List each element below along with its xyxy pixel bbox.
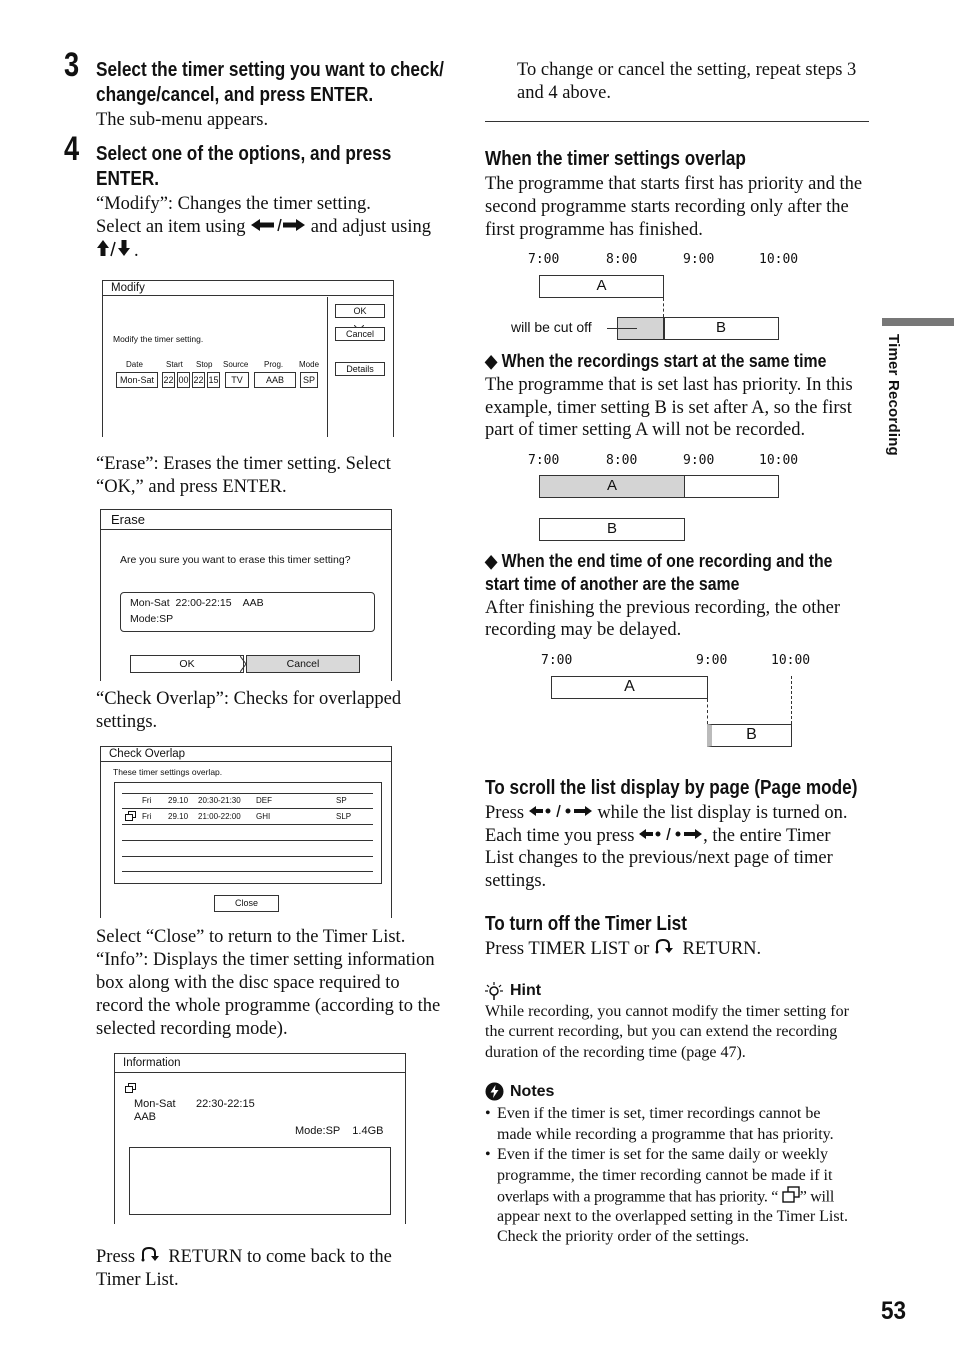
list-divider	[122, 856, 373, 857]
end-heading-line2: start time of another are the same	[485, 574, 740, 594]
end-body-line1: After finishing the previous recording, the other	[485, 598, 840, 618]
note1-line1: Even if the timer is set, timer recordings cannot be	[497, 1105, 821, 1122]
header-mode: Mode	[299, 360, 320, 369]
select-pre-text: Select an item using	[96, 217, 246, 237]
hint-body-line1: While recording, you cannot modify the timer setting for	[485, 1003, 849, 1020]
header-prog: Prog.	[264, 360, 284, 369]
notes-label: Notes	[510, 1083, 555, 1100]
erase-text-line1: “Erase”: Erases the timer setting. Select	[96, 454, 391, 474]
list-divider	[122, 808, 373, 809]
dashed-guide	[791, 676, 792, 724]
date-field[interactable]: Mon-Sat	[116, 372, 158, 388]
ok-button[interactable]: OK	[335, 304, 385, 318]
overlap-text-line2: settings.	[96, 712, 158, 732]
side-tab-label: Timer Recording	[885, 334, 902, 456]
overlap-body-line1: The programme that starts first has priority and the	[485, 174, 863, 194]
scroll-line3: List changes to the previous/next page of timer	[485, 848, 833, 868]
row-date: 29.10	[168, 812, 189, 821]
modify-dialog-desc: Modify the timer setting.	[113, 334, 204, 344]
side-tab-label-wrap	[880, 334, 900, 464]
scroll-line4: settings.	[485, 871, 547, 891]
erase-dialog	[100, 509, 392, 681]
list-divider	[122, 840, 373, 841]
timeline-bar-b: B	[663, 317, 779, 340]
info-prog: AAB	[134, 1111, 157, 1123]
scroll-l2-pre: Each time you press	[485, 826, 635, 846]
row-time: 20:30-21:30	[198, 796, 241, 805]
select-end-text: .	[134, 240, 139, 261]
same-start-body-line2: example, timer setting B is set after A, so the first	[485, 398, 852, 418]
close-text-line3: box along with the disc space required to	[96, 973, 400, 993]
info-day: Mon-Sat	[134, 1098, 176, 1110]
step-3-heading-line2: change/cancel, and press ENTER.	[96, 84, 374, 106]
tick-label: 8:00	[606, 252, 638, 267]
information-dialog	[114, 1053, 406, 1224]
list-divider	[122, 824, 373, 825]
table-row[interactable]	[115, 796, 381, 806]
tick-label: 10:00	[771, 653, 811, 668]
note2-line1: Even if the timer is set for the same daily or weekly	[497, 1146, 829, 1163]
check-overlap-title: Check Overlap	[101, 747, 391, 762]
same-start-body-line3: part of timer setting A will not be recorded.	[485, 420, 806, 440]
overlap-icon	[125, 811, 136, 823]
overlap-text-line1: “Check Overlap”: Checks for overlapped	[96, 689, 402, 709]
cancel-button[interactable]: Cancel	[335, 327, 385, 341]
change-text-line2: and 4 above.	[517, 83, 612, 103]
note2-line5: Check the priority order of the settings.	[497, 1228, 749, 1245]
row-day: Fri	[142, 812, 152, 821]
erase-dialog-title: Erase	[101, 510, 391, 530]
overlap-icon	[782, 1186, 800, 1210]
check-overlap-dialog	[100, 746, 392, 918]
section-divider	[485, 121, 869, 122]
source-field[interactable]: TV	[225, 372, 249, 388]
erase-info-box	[120, 592, 375, 632]
cut-off-label: will be cut off	[511, 319, 592, 335]
header-start: Start	[166, 360, 183, 369]
return-icon	[654, 938, 678, 961]
erase-text-line2: “OK,” and press ENTER.	[96, 477, 287, 497]
tick-label: 7:00	[528, 252, 560, 267]
row-prog: DEF	[256, 796, 272, 805]
note2-line2: programme, the timer recording cannot be made if it	[497, 1167, 833, 1184]
turnoff-pre: Press TIMER LIST or	[485, 939, 650, 959]
overlap-body-line3: first programme has finished.	[485, 220, 703, 240]
info-time: 22:30-22:15	[196, 1098, 255, 1110]
erase-cancel-button[interactable]: Cancel	[246, 655, 360, 673]
hint-body-line2: the current recording, but you can extend the recording	[485, 1023, 838, 1040]
timeline-bar-b: B	[539, 518, 685, 541]
tick-label: 10:00	[759, 453, 799, 468]
end-heading-line1: ◆ When the end time of one recording and the	[485, 551, 833, 571]
close-text-line1: Select “Close” to return to the Timer List.	[96, 927, 406, 947]
overlap-list	[114, 782, 382, 884]
modify-description: “Modify”: Changes the timer setting.	[96, 194, 371, 214]
note-bullet: •	[485, 1146, 491, 1163]
header-stop: Stop	[196, 360, 213, 369]
erase-info-line1: Mon-Sat 22:00-22:15 AAB	[130, 597, 264, 609]
list-divider	[122, 871, 373, 872]
row-day: Fri	[142, 796, 152, 805]
list-divider	[122, 793, 373, 794]
tick-label: 10:00	[759, 252, 799, 267]
close-text-line5: selected recording mode).	[96, 1019, 288, 1039]
step-3-number: 3	[64, 46, 80, 84]
erase-question: Are you sure you want to erase this timer setting?	[120, 554, 351, 566]
return-post-text: RETURN to come back to the	[168, 1247, 392, 1267]
turnoff-heading: To turn off the Timer List	[485, 913, 687, 935]
row-time: 21:00-22:00	[198, 812, 241, 821]
select-item-line	[96, 216, 431, 239]
timeline-bar-a-rest	[684, 475, 779, 498]
same-start-heading: ◆ When the recordings start at the same time	[485, 351, 827, 371]
note2-l3-post: ” will	[799, 1188, 834, 1206]
notes-icon	[485, 1082, 504, 1106]
tick-label: 9:00	[696, 653, 728, 668]
overlap-heading: When the timer settings overlap	[485, 148, 746, 170]
info-mode-size: Mode:SP 1.4GB	[295, 1125, 384, 1137]
information-title: Information	[115, 1054, 405, 1073]
table-row[interactable]	[115, 812, 381, 822]
side-tab-bar	[882, 318, 954, 326]
row-mode: SP	[336, 796, 347, 805]
tick-label: 9:00	[683, 252, 715, 267]
end-body-line2: recording may be delayed.	[485, 620, 682, 640]
page-number: 53	[881, 1297, 907, 1325]
check-overlap-desc: These timer settings overlap.	[113, 767, 223, 777]
return-icon	[140, 1246, 164, 1269]
scroll-line1	[485, 802, 848, 825]
close-text-line4: record the whole programme (according to the	[96, 996, 441, 1016]
note2-line4: appear next to the overlapped setting in the Timer List.	[497, 1208, 849, 1225]
prev-next-page-icon	[639, 825, 703, 848]
same-start-body-line1: The programme that is set last has priority. In this	[485, 375, 853, 395]
prev-next-page-icon	[529, 802, 593, 825]
step-3-text: The sub-menu appears.	[96, 110, 269, 130]
row-prog: GHI	[256, 812, 271, 821]
step-4-heading-line1: Select one of the options, and press	[96, 143, 392, 165]
timeline-bar-a: A	[539, 475, 685, 498]
header-source: Source	[223, 360, 249, 369]
modify-dialog-divider	[327, 297, 328, 437]
tick-label: 9:00	[683, 453, 715, 468]
stop-hour-field[interactable]: 22	[192, 372, 205, 388]
note2-l3-pre: overlaps with a programme that has priority. “	[497, 1188, 779, 1206]
scroll-line2	[485, 825, 831, 848]
modify-dialog	[102, 280, 394, 437]
close-button[interactable]: Close	[214, 895, 279, 912]
note-bullet: •	[485, 1105, 491, 1122]
turnoff-post: RETURN.	[682, 939, 762, 959]
note2-line3	[497, 1186, 834, 1210]
up-down-arrow-icon	[96, 239, 134, 264]
header-date: Date	[126, 360, 143, 369]
cut-off-pointer	[607, 328, 637, 329]
start-minute-field[interactable]: 00	[177, 372, 190, 388]
hint-body-line3: duration of the recording time (page 47).	[485, 1044, 746, 1061]
dashed-guide	[707, 699, 708, 724]
timeline-bar-a: A	[551, 676, 708, 699]
return-pre-text: Press	[96, 1247, 136, 1267]
turnoff-line	[485, 938, 761, 961]
row-mode: SLP	[336, 812, 352, 821]
info-content-box	[129, 1147, 391, 1215]
left-right-arrow-icon	[250, 216, 306, 239]
scroll-heading: To scroll the list display by page (Page mode)	[485, 777, 858, 799]
tick-label: 7:00	[541, 653, 573, 668]
start-hour-field[interactable]: 22	[162, 372, 175, 388]
step-4-heading-line2: ENTER.	[96, 168, 160, 190]
erase-ok-button[interactable]: OK	[130, 655, 244, 673]
overlap-body-line2: second programme starts recording only after the	[485, 197, 849, 217]
up-down-line	[96, 239, 139, 264]
dashed-guide	[663, 298, 664, 317]
details-button[interactable]: Details	[335, 362, 385, 376]
step-4-number: 4	[64, 130, 80, 168]
stop-minute-field[interactable]: 15	[207, 372, 220, 388]
prog-field[interactable]: AAB	[254, 372, 296, 388]
return-line1	[96, 1246, 392, 1269]
close-text-line2: “Info”: Displays the timer setting information	[96, 950, 435, 970]
overlap-icon	[125, 1080, 136, 1098]
note1-line2: made while recording a programme that has priority.	[497, 1126, 834, 1143]
step-3-heading-line1: Select the timer setting you want to check/	[96, 59, 444, 81]
scroll-l1-post: while the list display is turned on.	[597, 803, 848, 823]
scroll-l2-post: , the entire Timer	[703, 826, 831, 846]
row-date: 29.10	[168, 796, 189, 805]
select-mid-text: and adjust using	[310, 217, 432, 237]
tick-label: 8:00	[606, 453, 638, 468]
timeline-bar-a: A	[539, 275, 664, 298]
change-text-line1: To change or cancel the setting, repeat steps 3	[517, 60, 857, 80]
tick-label: 7:00	[528, 453, 560, 468]
scroll-l1-pre: Press	[485, 803, 525, 823]
modify-dialog-title: Modify	[103, 281, 393, 296]
hint-label: Hint	[510, 982, 542, 999]
erase-info-line2: Mode:SP	[130, 613, 174, 625]
timeline-bar-b: B	[707, 724, 792, 747]
return-line2: Timer List.	[96, 1270, 179, 1290]
modify-headers	[103, 360, 327, 370]
mode-field[interactable]: SP	[300, 372, 318, 388]
